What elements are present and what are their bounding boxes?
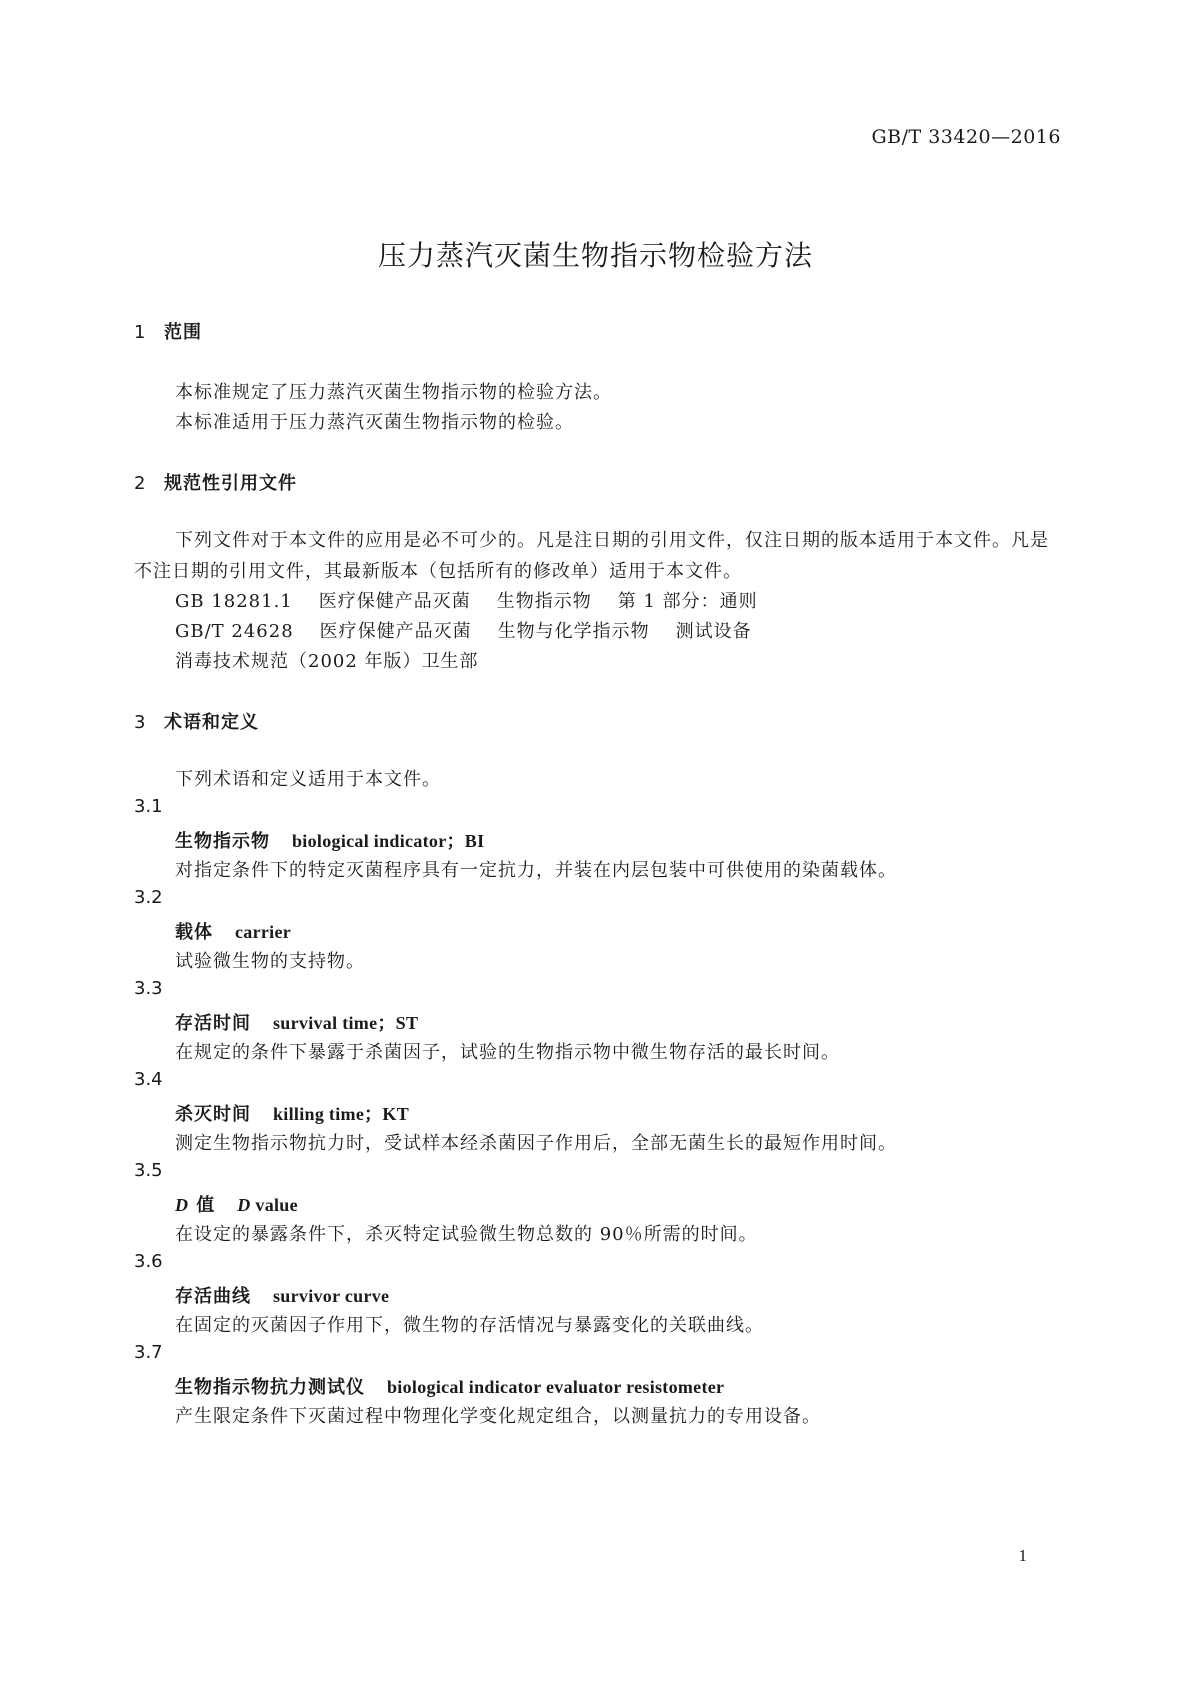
reference-part: 测试设备: [675, 621, 752, 642]
term-heading: [175, 827, 484, 853]
reference-title: 消毒技术规范（2002 年版）卫生部: [175, 651, 479, 672]
term-definition: 在设定的暴露条件下，杀灭特定试验微生物总数的 90％所需的时间。: [175, 1224, 758, 1245]
reference-title: 医疗保健产品灭菌: [318, 591, 471, 612]
term-zh: 载体: [175, 922, 213, 943]
term-zh: 生物指示物: [175, 831, 270, 852]
section-2-heading: [134, 469, 297, 495]
reference-sub: 生物指示物: [496, 591, 592, 612]
term-number: 3.6: [134, 1251, 163, 1272]
term-definition: 测定生物指示物抗力时，受试样本经杀菌因子作用后，全部无菌生长的最短作用时间。: [175, 1133, 897, 1154]
term-definition: 在规定的条件下暴露于杀菌因子，试验的生物指示物中微生物存活的最长时间。: [175, 1042, 840, 1063]
section-title: 范围: [164, 322, 202, 343]
paragraph: 下列术语和定义适用于本文件。: [175, 769, 441, 790]
section-title: 规范性引用文件: [164, 473, 297, 494]
term-definition: 在固定的灭菌因子作用下，微生物的存活情况与暴露变化的关联曲线。: [175, 1315, 764, 1336]
document-title: 压力蒸汽灭菌生物指示物检验方法: [377, 239, 813, 272]
term-definition: 试验微生物的支持物。: [175, 951, 365, 972]
term-en-text: value: [255, 1195, 298, 1215]
paragraph: 本标准适用于压力蒸汽灭菌生物指示物的检验。: [175, 412, 574, 433]
term-heading: [175, 1009, 418, 1035]
term-number: 3.5: [134, 1160, 163, 1181]
term-number: 3.7: [134, 1342, 163, 1363]
section-3-heading: [134, 708, 259, 734]
term-en: survival time；ST: [273, 1013, 419, 1033]
term-en: killing time；KT: [273, 1104, 410, 1124]
reference-title: 医疗保健产品灭菌: [319, 621, 472, 642]
reference-code: GB 18281.1: [175, 591, 293, 612]
reference-part: 第 1 部分：通则: [617, 591, 758, 612]
term-heading: [175, 918, 291, 944]
term-en: survivor curve: [273, 1286, 390, 1306]
reference-sub: 生物与化学指示物: [497, 621, 650, 642]
term-zh: 存活曲线: [175, 1286, 251, 1307]
term-heading: [175, 1373, 724, 1399]
term-number: 3.4: [134, 1069, 163, 1090]
term-zh: 杀灭时间: [175, 1104, 251, 1125]
term-heading: [175, 1282, 389, 1308]
term-en: biological indicator；BI: [292, 831, 485, 851]
term-number: 3.2: [134, 887, 163, 908]
term-en-italic: D: [237, 1195, 251, 1215]
reference-code: GB/T 24628: [175, 621, 294, 642]
section-1-heading: [134, 318, 202, 344]
term-definition: 产生限定条件下灭菌过程中物理化学变化规定组合，以测量抗力的专用设备。: [175, 1406, 821, 1427]
term-zh: 值: [196, 1195, 216, 1216]
paragraph: 下列文件对于本文件的应用是必不可少的。凡是注日期的引用文件，仅注日期的版本适用于本文件。凡是不注日期的引用文件，其最新版本（包括所有的修改单）适用于本文件。: [134, 530, 1049, 582]
term-en: biological indicator evaluator resistometer: [387, 1377, 725, 1397]
section-number: 1: [134, 322, 147, 343]
section-title: 术语和定义: [164, 712, 259, 733]
reference-item: [175, 647, 479, 673]
term-en: carrier: [235, 922, 292, 942]
term-number: 3.1: [134, 796, 163, 817]
reference-item: [175, 587, 758, 613]
section-number: 3: [134, 712, 147, 733]
page-number: 1: [1018, 1546, 1027, 1565]
term-zh-italic: D: [175, 1195, 189, 1215]
reference-item: [175, 617, 752, 643]
term-definition: 对指定条件下的特定灭菌程序具有一定抗力，并装在内层包装中可供使用的染菌载体。: [175, 860, 897, 881]
term-heading: [175, 1191, 298, 1217]
term-zh: 生物指示物抗力测试仪: [175, 1377, 365, 1398]
standard-code: GB/T 33420—2016: [871, 126, 1061, 148]
section-number: 2: [134, 473, 147, 494]
paragraph: 本标准规定了压力蒸汽灭菌生物指示物的检验方法。: [175, 382, 612, 403]
term-number: 3.3: [134, 978, 163, 999]
term-en: [237, 1195, 298, 1215]
term-heading: [175, 1100, 409, 1126]
term-zh: 存活时间: [175, 1013, 251, 1034]
